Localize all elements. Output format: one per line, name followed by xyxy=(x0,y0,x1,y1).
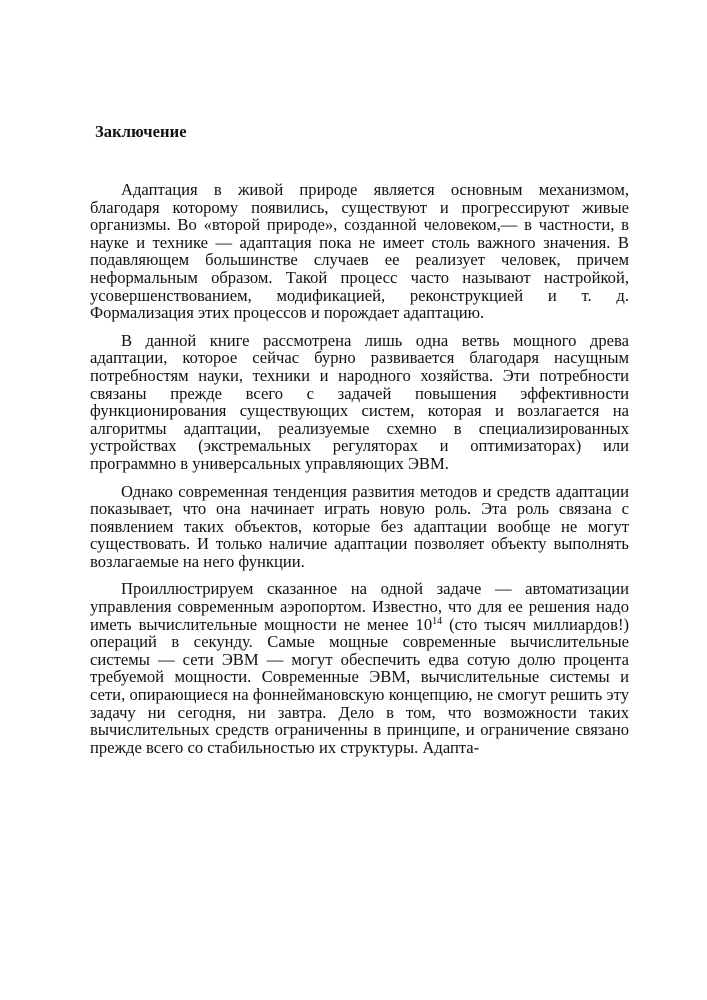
body-text xyxy=(90,181,629,756)
power-exponent: 14 xyxy=(432,615,443,627)
paragraph-4-text-start: Проиллюстрируем сказанное на одной задаче — автоматизации управления современным аэропортом. Известно, что для ее решения надо иметь вычислительные мощности не менее 10 xyxy=(90,579,629,634)
paragraph-3: Однако современная тенденция развития методов и средств адаптации показывает, что она начинает играть новую роль. Эта роль связана с появлением таких объектов, которые без адаптации вообще не могут существовать. И только наличие адаптации позволяет объекту выполнять возлагаемые на него функции. xyxy=(90,481,629,571)
paragraph-4-text-end: (сто тысяч миллиардов!) операций в секунду. Самые мощные современные вычислительные системы — сети ЭВМ — могут обеспечить едва сотую долю процента требуемой мощности. Современные ЭВМ, вычислительные системы и сети, опирающиеся на фоннеймановскую концепцию, не смогут решить эту задачу ни сегодня, ни завтра. Дело в том, что возможности таких вычислительных средств ограниченны в принципе, и ограничение связано прежде всего со стабильностью их структуры. Адапта- xyxy=(90,614,629,757)
paragraph-4 xyxy=(90,580,629,756)
paragraph-1: Адаптация в живой природе является основным механизмом, благодаря которому появились, существуют и прогрессируют живые организмы. Во «второй природе», созданной человеком,— в частности, в науке и технике — адаптация пока не имеет столь важного значения. В подавляющем большинстве случаев ее реализует человек, причем неформальным образом. Такой процесс часто называют настройкой, усовершенствованием, модификацией, реконструкцией и т. д. Формализация этих процессов и порождает адаптацию. xyxy=(90,180,629,323)
paragraph-2: В данной книге рассмотрена лишь одна ветвь мощного древа адаптации, которое сейчас бурно развивается благодаря насущным потребностям науки, техники и народного хозяйства. Эти потребности связаны прежде всего с задачей повышения эффективности функционирования существующих систем, которая и возлагается на алгоритмы адаптации, реализуемые схемно в специализированных устройствах (экстремальных регуляторах и оптимизаторах) или программно в универсальных управляющих ЭВМ. xyxy=(90,330,629,473)
section-heading: Заключение xyxy=(95,122,187,141)
